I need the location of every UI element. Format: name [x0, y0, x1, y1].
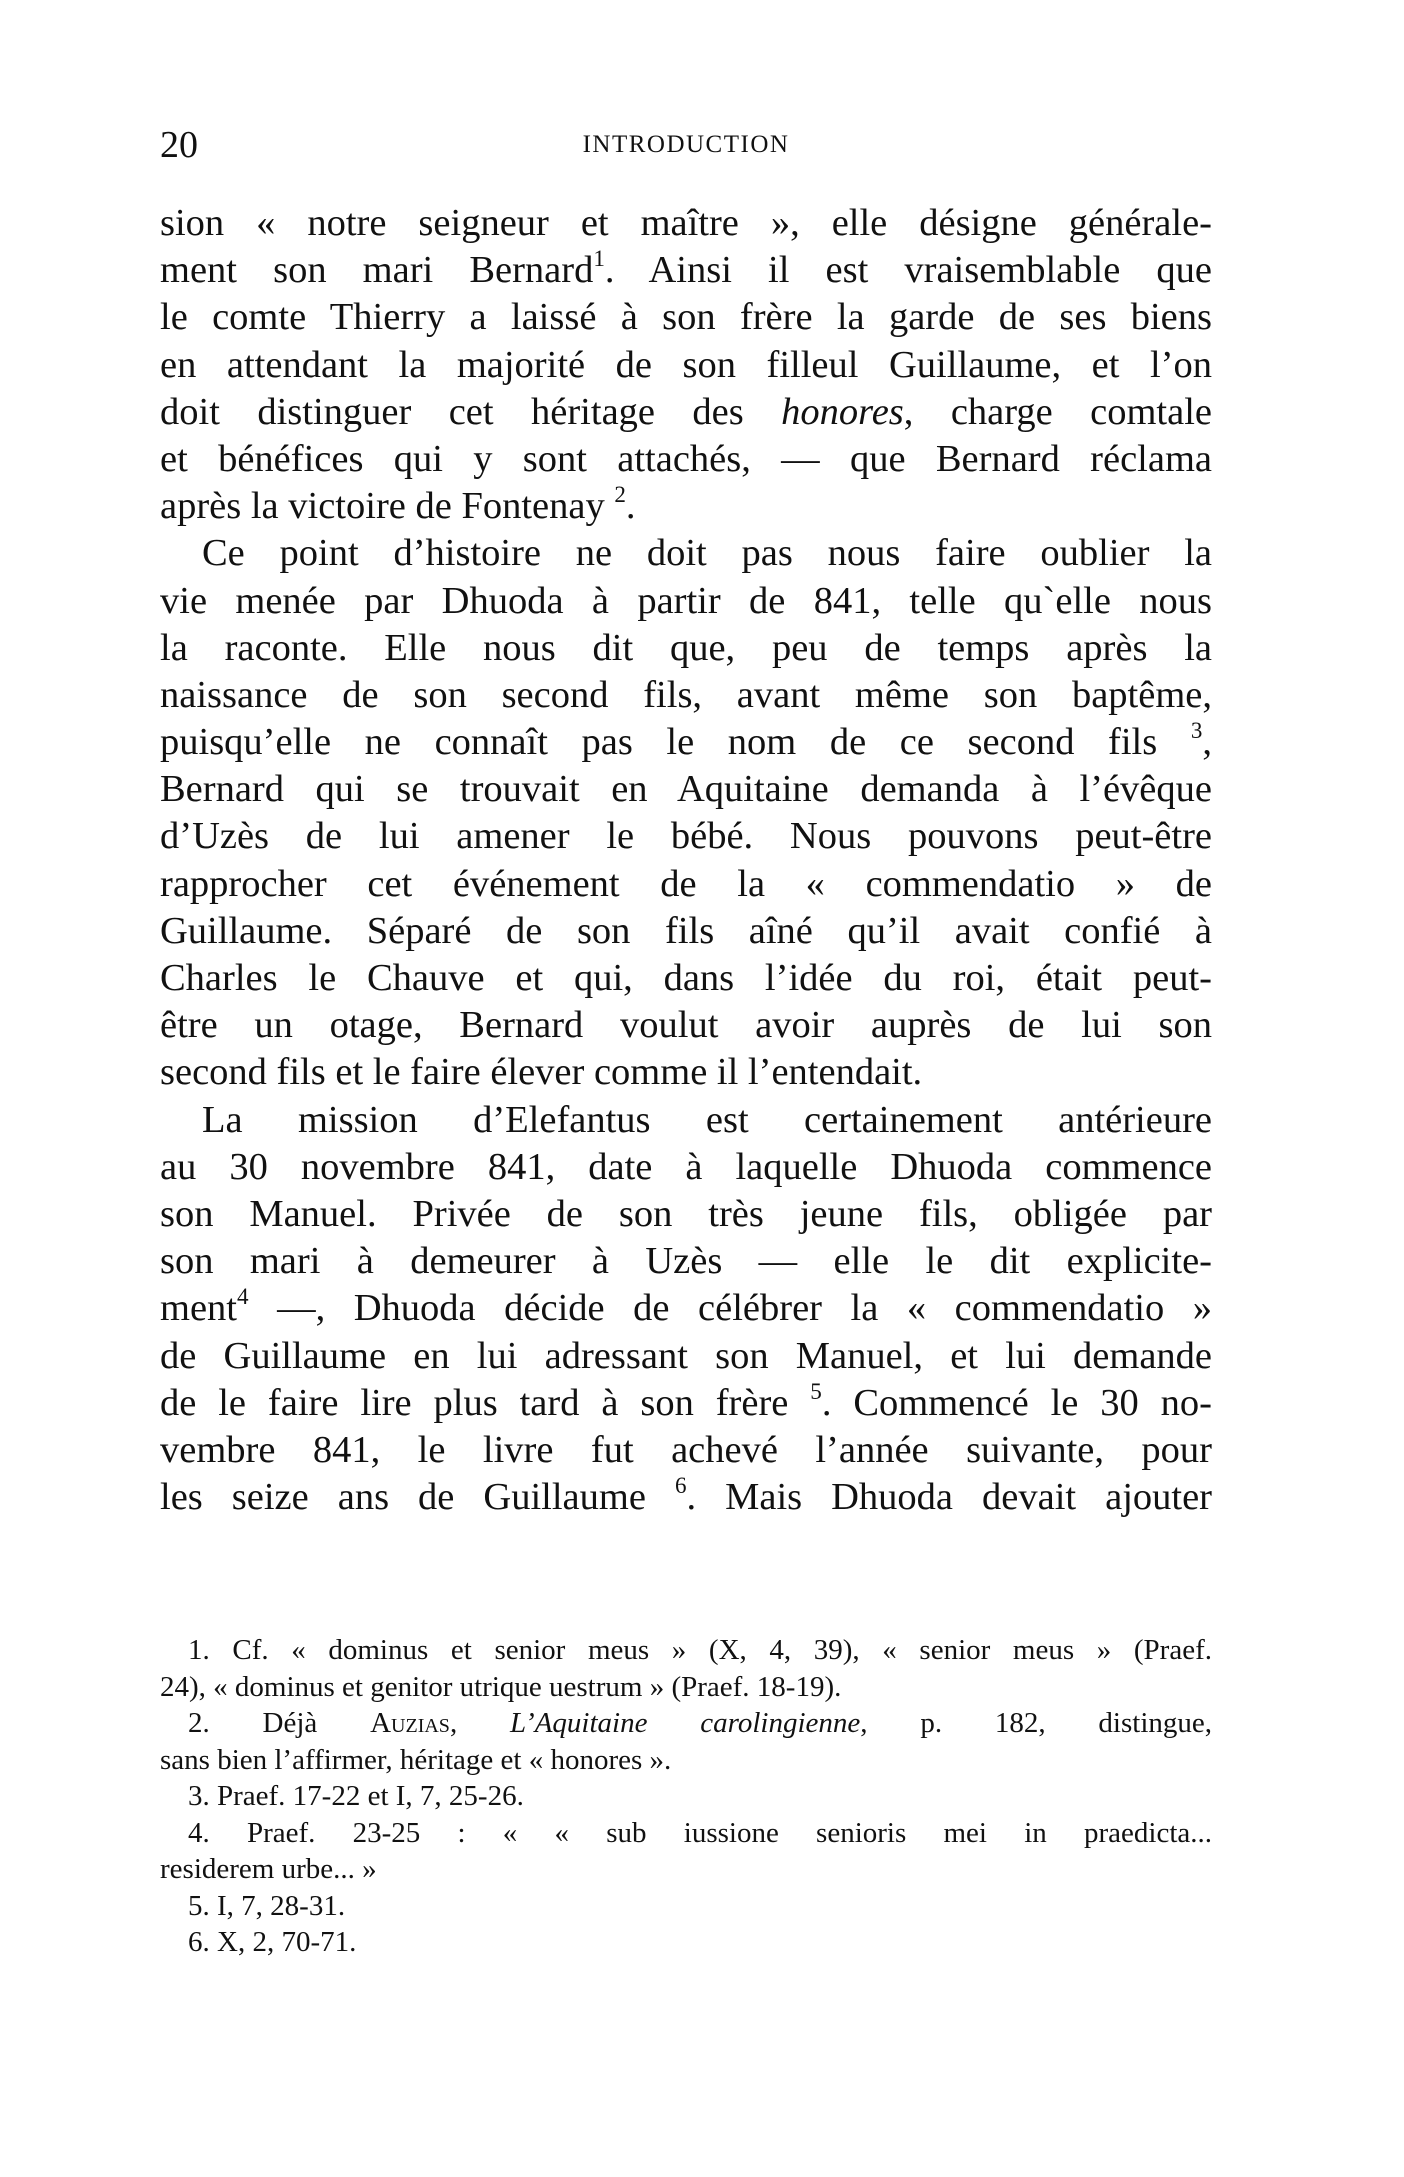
footnote-ref: 2: [614, 480, 626, 507]
text-line: rapprocher cet événement de la « commendatio » de: [160, 862, 1212, 905]
running-head: [160, 120, 1212, 170]
text-line: en attendant la majorité de son filleul Guillaume, et l’on: [160, 343, 1212, 386]
footnote-1-cont: 24), « dominus et genitor utrique uestrum » (Praef. 18-19).: [160, 1670, 842, 1703]
footnote-4: 4. Praef. 23-25 : « « sub iussione senioris mei in praedicta...: [188, 1816, 1212, 1849]
footnote-2-cont: sans bien l’affirmer, héritage et « honores ».: [160, 1743, 672, 1776]
text-line: d’Uzès de lui amener le bébé. Nous pouvons peut-être: [160, 815, 1212, 858]
footnote-ref: 1: [593, 245, 605, 272]
text-line: de le faire lire plus tard à son frère $^5$. Commencé le 30 no-: [160, 1377, 1212, 1424]
footnote-ref: 6: [674, 1471, 687, 1498]
running-title: INTRODUCTION: [582, 131, 790, 158]
footnote-ref: 5: [810, 1377, 822, 1404]
footnote-ref: 3: [1190, 716, 1203, 743]
text-line: La mission d’Elefantus est certainement antérieure: [202, 1098, 1212, 1141]
text-line: sion « notre seigneur et maître », elle désigne générale-: [160, 202, 1212, 244]
footnotes: [160, 1632, 1212, 1961]
footnote-4-cont: residerem urbe... »: [160, 1853, 377, 1885]
footnote-author: Auzias: [370, 1707, 450, 1739]
text-line: naissance de son second fils, avant même son baptême,: [160, 673, 1212, 716]
text-line: après la victoire de Fontenay $^2$.: [160, 480, 636, 528]
text-line: de Guillaume en lui adressant son Manuel, et lui demande: [160, 1334, 1212, 1377]
text-line: second fils et le faire élever comme il l’entendait.: [160, 1051, 923, 1094]
text-line: doit distinguer cet héritage des honores, charge comtale: [160, 390, 1212, 433]
text-line: vie menée par Dhuoda à partir de 841, telle qu`elle nous: [160, 579, 1212, 622]
text-line: son mari à demeurer à Uzès — elle le dit explicite-: [160, 1240, 1212, 1283]
text-line: et bénéfices qui y sont attachés, — que Bernard réclama: [160, 437, 1212, 480]
text-line: au 30 novembre 841, date à laquelle Dhuoda commence: [160, 1145, 1212, 1188]
text-line: puisqu’elle ne connaît pas le nom de ce second fils $^3$,: [160, 716, 1212, 764]
text-line: le comte Thierry a laissé à son frère la garde de ses biens: [160, 296, 1212, 339]
page-number: 20: [160, 124, 198, 166]
footnote-1: 1. Cf. « dominus et senior meus » (X, 4, 39), « senior meus » (Praef.: [188, 1634, 1212, 1666]
text-line: ment$^4$ —, Dhuoda décide de célébrer la « commendatio »: [160, 1283, 1212, 1330]
text-line: son Manuel. Privée de son très jeune fils, obligée par: [160, 1192, 1212, 1235]
text-line: être un otage, Bernard voulut avoir auprès de lui son: [160, 1004, 1212, 1047]
body-text: [160, 200, 1212, 1521]
footnote-book-title: L’Aquitaine carolingienne: [510, 1707, 861, 1739]
text-line: les seize ans de Guillaume $^6$. Mais Dhuoda devait ajouter: [160, 1471, 1212, 1519]
text-line: Ce point d’histoire ne doit pas nous faire oublier la: [202, 532, 1212, 575]
footnote-2: 2. Déjà Auzias, L’Aquitaine carolingienne, p. 182, distingue,: [188, 1707, 1212, 1739]
text-line: vembre 841, le livre fut achevé l’année suivante, pour: [160, 1428, 1212, 1471]
footnote-5: 5. I, 7, 28-31.: [188, 1889, 346, 1922]
footnote-ref: 4: [236, 1283, 249, 1310]
text-line: Bernard qui se trouvait en Aquitaine demanda à l’évêque: [160, 768, 1212, 811]
footnote-6: 6. X, 2, 70-71.: [188, 1926, 357, 1958]
text-line: ment son mari Bernard$^1$. Ainsi il est vraisemblable que: [160, 245, 1213, 292]
footnote-3: 3. Praef. 17-22 et I, 7, 25-26.: [188, 1780, 524, 1812]
text-line: Guillaume. Séparé de son fils aîné qu’il avait confié à: [160, 909, 1212, 952]
text-line: Charles le Chauve et qui, dans l’idée du roi, était peut-: [160, 957, 1212, 999]
text-line: la raconte. Elle nous dit que, peu de temps après la: [160, 626, 1212, 669]
